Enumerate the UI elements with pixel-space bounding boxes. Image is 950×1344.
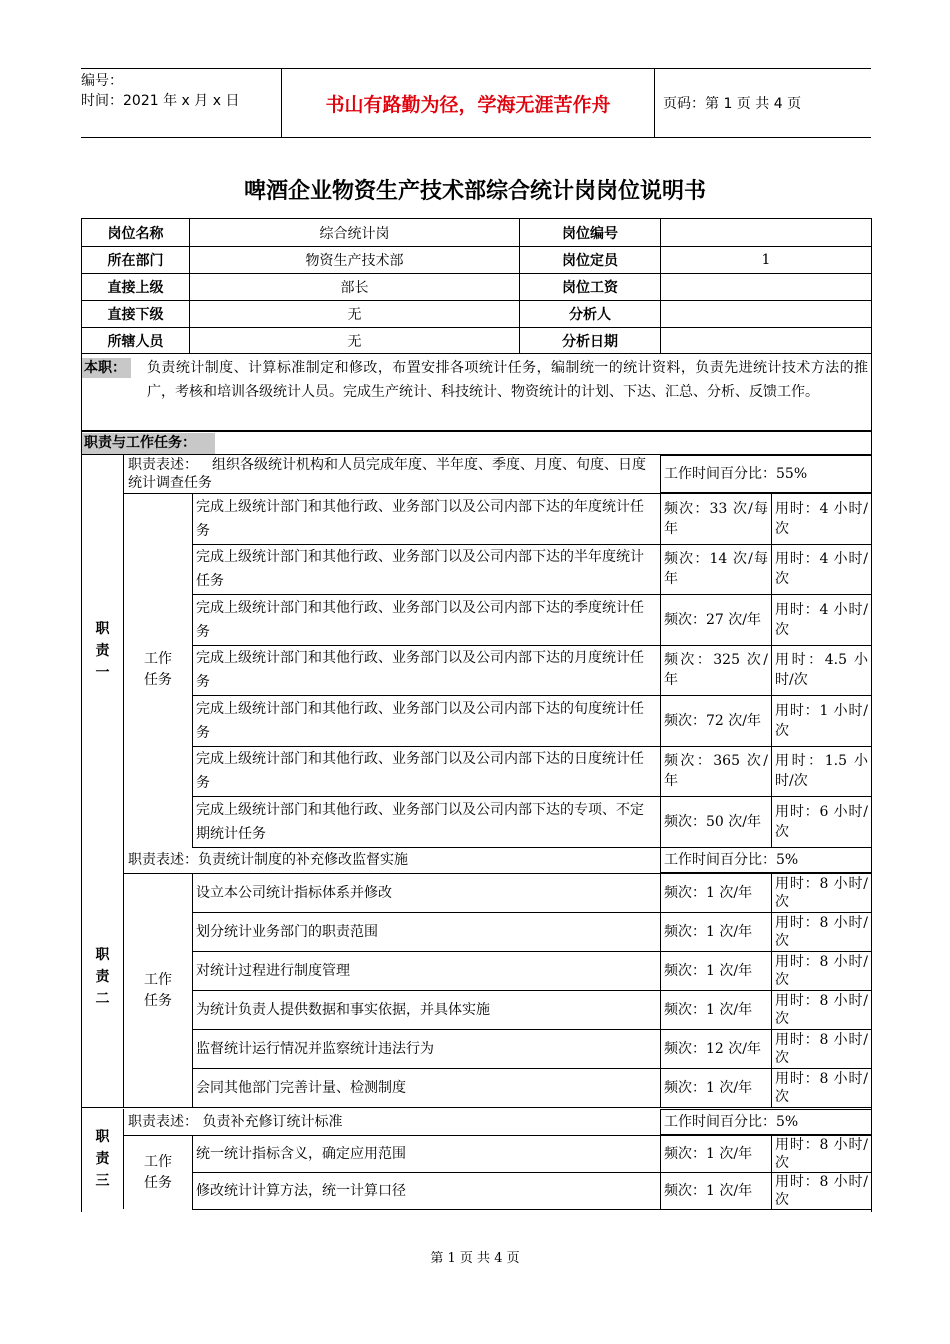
info-value [660,218,872,247]
info-label: 分析日期 [519,327,661,354]
info-value: 无 [189,300,520,328]
role-text: 负责统计制度、计算标准制定和修改，布置安排各项统计任务，编制统一的统计资料，负责先进统计技术方法的推广，考核和培训各级统计人员。完成生产统计、科技统计、物资统计的计划、下达、汇总、分析、反馈工作。 [147,360,868,400]
doc-time-label: 时间：2021 年 x 月 x 日 [81,93,240,109]
task-frequency: 频次：325 次/年 [660,645,772,697]
task-duration: 用时：8 小时/次 [771,951,872,991]
task-text: 完成上级统计部门和其他行政、业务部门以及公司内部下达的月度统计任务 [192,645,661,697]
work-task-label-text: 工作任务 [144,651,172,689]
header-meta [81,69,281,139]
duty-label-text: 职责二 [95,947,110,1007]
info-label: 所在部门 [81,246,190,274]
task-duration: 用时：8 小时/次 [771,990,872,1030]
info-label: 分析人 [519,300,661,328]
task-duration: 用时：8 小时/次 [771,912,872,952]
info-value: 综合统计岗 [189,218,520,247]
task-duration: 用时：8 小时/次 [771,1135,872,1173]
duty-time-percent: 工作时间百分比：55% [660,455,872,493]
task-frequency: 频次：12 次/年 [660,1029,772,1069]
duty-separator [81,1107,872,1109]
duty-time-percent: 工作时间百分比：5% [660,1109,872,1135]
info-value [660,300,872,328]
info-label: 直接上级 [81,273,190,301]
info-label: 岗位定员 [519,246,661,274]
duties-heading: 职责与工作任务： [82,433,215,454]
duty-label-text: 职责一 [95,620,110,681]
duty-description: 职责表述： 负责补充修订统计标准 [128,1114,343,1130]
info-label: 岗位名称 [81,218,190,247]
task-duration: 用时：6 小时/次 [771,796,872,848]
duty-desc-label: 职责表述： [128,457,198,473]
info-value: 部长 [189,273,520,301]
duty-desc-text: 组织各级统计机构和人员完成年度、半年度、季度、月度、旬度、日度统计调查任务 [128,457,646,491]
task-frequency: 频次：365 次/年 [660,746,772,798]
task-text: 完成上级统计部门和其他行政、业务部门以及公司内部下达的年度统计任务 [192,493,661,545]
duty-description: 职责表述：负责统计制度的补充修改监督实施 [128,852,408,868]
task-duration: 用时：1.5 小时/次 [771,746,872,798]
info-value: 1 [660,246,872,274]
task-text: 完成上级统计部门和其他行政、业务部门以及公司内部下达的半年度统计任务 [192,544,661,596]
task-text: 对统计过程进行制度管理 [192,951,661,991]
task-frequency: 频次：1 次/年 [660,1172,772,1210]
task-frequency: 频次：14 次/每年 [660,544,772,596]
task-text: 划分统计业务部门的职责范围 [192,912,661,952]
work-task-label-text: 工作任务 [144,1153,172,1191]
task-text: 修改统计计算方法，统一计算口径 [192,1172,661,1210]
task-duration: 用时：8 小时/次 [771,1068,872,1108]
page-footer: 第 1 页 共 4 页 [430,1251,520,1266]
duties-outer-border [81,455,872,1212]
task-text: 监督统计运行情况并监察统计违法行为 [192,1029,661,1069]
page-header [81,68,871,138]
task-frequency: 频次：1 次/年 [660,990,772,1030]
info-label: 岗位工资 [519,273,661,301]
info-value: 物资生产技术部 [189,246,520,274]
task-text: 完成上级统计部门和其他行政、业务部门以及公司内部下达的季度统计任务 [192,594,661,646]
info-value [660,273,872,301]
task-frequency: 频次：1 次/年 [660,1135,772,1173]
work-task-label-text: 工作任务 [144,971,172,1009]
document-title: 啤酒企业物资生产技术部综合统计岗岗位说明书 [243,178,706,204]
info-value: 无 [189,327,520,354]
task-frequency: 频次：1 次/年 [660,873,772,913]
role-label: 本职： [82,358,131,378]
task-text: 完成上级统计部门和其他行政、业务部门以及公司内部下达的日度统计任务 [192,746,661,798]
task-duration: 用时：4 小时/次 [771,544,872,596]
header-motto: 书山有路勤为径，学海无涯苦作舟 [281,69,655,137]
task-frequency: 频次：72 次/年 [660,695,772,747]
task-duration: 用时：8 小时/次 [771,873,872,913]
task-text: 设立本公司统计指标体系并修改 [192,873,661,913]
task-duration: 用时：4 小时/次 [771,493,872,545]
task-text: 统一统计指标含义，确定应用范围 [192,1135,661,1173]
task-frequency: 频次：1 次/年 [660,912,772,952]
task-duration: 用时：8 小时/次 [771,1172,872,1210]
doc-number-label: 编号： [81,73,123,89]
info-label: 所辖人员 [81,327,190,354]
task-frequency: 频次：50 次/年 [660,796,772,848]
info-value [660,327,872,354]
task-duration: 用时：1 小时/次 [771,695,872,747]
task-duration: 用时：8 小时/次 [771,1029,872,1069]
duty-time-percent: 工作时间百分比：5% [660,847,872,873]
task-frequency: 频次：1 次/年 [660,1068,772,1108]
task-text: 完成上级统计部门和其他行政、业务部门以及公司内部下达的专项、不定期统计任务 [192,796,661,848]
task-text: 完成上级统计部门和其他行政、业务部门以及公司内部下达的旬度统计任务 [192,695,661,747]
info-label: 直接下级 [81,300,190,328]
duty-label-text: 职责三 [95,1129,110,1189]
task-duration: 用时：4.5 小时/次 [771,645,872,697]
task-text: 会同其他部门完善计量、检测制度 [192,1068,661,1108]
task-frequency: 频次：33 次/每年 [660,493,772,545]
task-frequency: 频次：27 次/年 [660,594,772,646]
info-label: 岗位编号 [519,218,661,247]
header-page-label: 页码：第 1 页 共 4 页 [663,96,802,112]
task-duration: 用时：4 小时/次 [771,594,872,646]
task-frequency: 频次：1 次/年 [660,951,772,991]
task-text: 为统计负责人提供数据和事实依据，并具体实施 [192,990,661,1030]
